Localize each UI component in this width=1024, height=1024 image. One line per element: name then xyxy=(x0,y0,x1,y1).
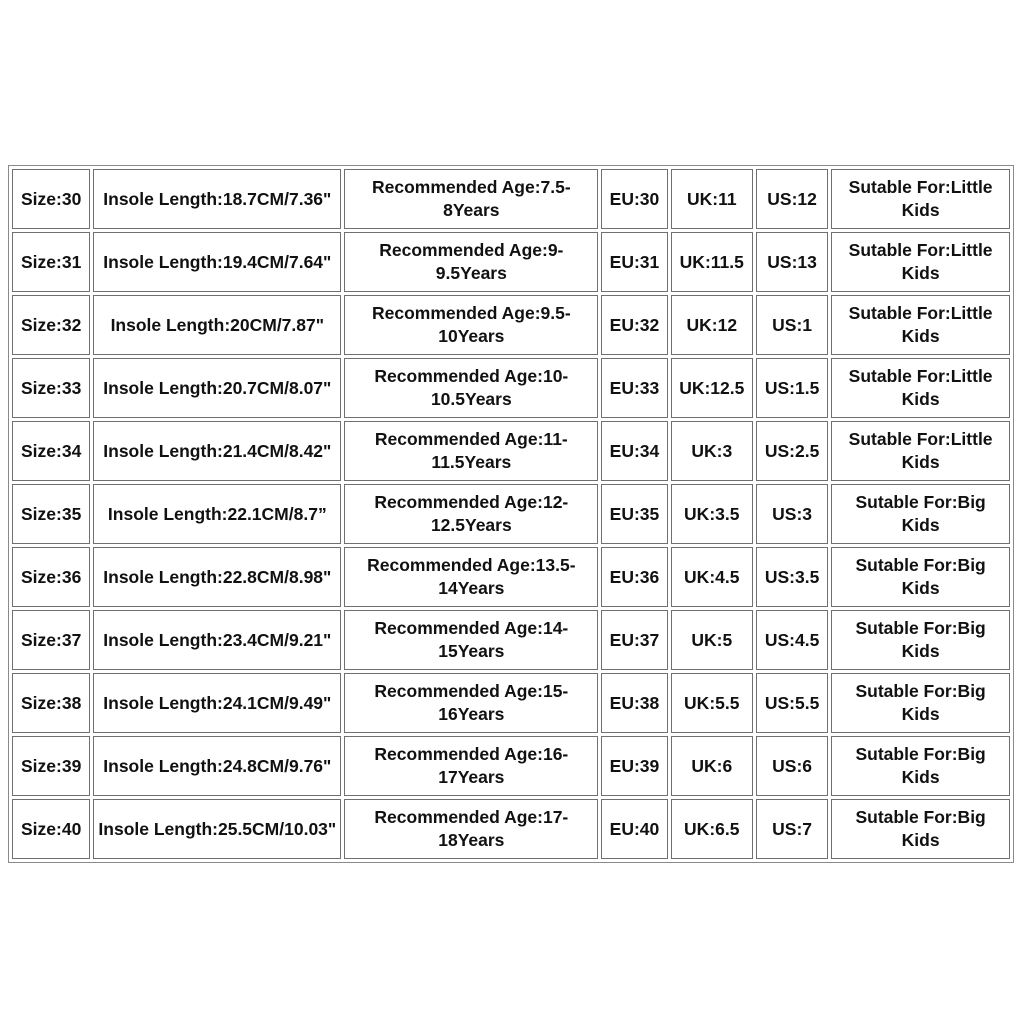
table-row xyxy=(12,295,1010,355)
eu-size-cell: EU:40 xyxy=(601,799,667,859)
table-row xyxy=(12,232,1010,292)
recommended-age-cell: Recommended Age:13.5-14Years xyxy=(344,547,598,607)
size-cell: Size:30 xyxy=(12,169,90,229)
recommended-age-cell: Recommended Age:9.5-10Years xyxy=(344,295,598,355)
insole-length-cell: Insole Length:24.8CM/9.76" xyxy=(93,736,341,796)
uk-size-cell: UK:6.5 xyxy=(671,799,753,859)
suitable-for-cell: Sutable For:Little Kids xyxy=(831,295,1010,355)
table-row xyxy=(12,358,1010,418)
table-row xyxy=(12,736,1010,796)
size-cell: Size:34 xyxy=(12,421,90,481)
eu-size-cell: EU:39 xyxy=(601,736,667,796)
suitable-for-cell: Sutable For:Little Kids xyxy=(831,421,1010,481)
recommended-age-cell: Recommended Age:14-15Years xyxy=(344,610,598,670)
recommended-age-cell: Recommended Age:11-11.5Years xyxy=(344,421,598,481)
uk-size-cell: UK:3.5 xyxy=(671,484,753,544)
insole-length-cell: Insole Length:19.4CM/7.64" xyxy=(93,232,341,292)
us-size-cell: US:7 xyxy=(756,799,828,859)
insole-length-cell: Insole Length:22.1CM/8.7” xyxy=(93,484,341,544)
us-size-cell: US:1.5 xyxy=(756,358,828,418)
us-size-cell: US:5.5 xyxy=(756,673,828,733)
size-cell: Size:37 xyxy=(12,610,90,670)
recommended-age-cell: Recommended Age:15-16Years xyxy=(344,673,598,733)
size-cell: Size:39 xyxy=(12,736,90,796)
us-size-cell: US:12 xyxy=(756,169,828,229)
size-cell: Size:35 xyxy=(12,484,90,544)
suitable-for-cell: Sutable For:Big Kids xyxy=(831,547,1010,607)
recommended-age-cell: Recommended Age:10-10.5Years xyxy=(344,358,598,418)
eu-size-cell: EU:36 xyxy=(601,547,667,607)
eu-size-cell: EU:37 xyxy=(601,610,667,670)
size-cell: Size:36 xyxy=(12,547,90,607)
suitable-for-cell: Sutable For:Big Kids xyxy=(831,736,1010,796)
size-cell: Size:40 xyxy=(12,799,90,859)
size-chart-body xyxy=(12,169,1010,859)
recommended-age-cell: Recommended Age:9-9.5Years xyxy=(344,232,598,292)
insole-length-cell: Insole Length:18.7CM/7.36" xyxy=(93,169,341,229)
uk-size-cell: UK:11 xyxy=(671,169,753,229)
table-row xyxy=(12,421,1010,481)
suitable-for-cell: Sutable For:Little Kids xyxy=(831,169,1010,229)
insole-length-cell: Insole Length:25.5CM/10.03" xyxy=(93,799,341,859)
suitable-for-cell: Sutable For:Big Kids xyxy=(831,610,1010,670)
eu-size-cell: EU:34 xyxy=(601,421,667,481)
eu-size-cell: EU:32 xyxy=(601,295,667,355)
eu-size-cell: EU:33 xyxy=(601,358,667,418)
uk-size-cell: UK:12 xyxy=(671,295,753,355)
table-row xyxy=(12,799,1010,859)
size-cell: Size:31 xyxy=(12,232,90,292)
us-size-cell: US:13 xyxy=(756,232,828,292)
recommended-age-cell: Recommended Age:12-12.5Years xyxy=(344,484,598,544)
size-cell: Size:33 xyxy=(12,358,90,418)
size-cell: Size:32 xyxy=(12,295,90,355)
size-chart-table xyxy=(8,165,1014,863)
eu-size-cell: EU:35 xyxy=(601,484,667,544)
eu-size-cell: EU:38 xyxy=(601,673,667,733)
suitable-for-cell: Sutable For:Big Kids xyxy=(831,484,1010,544)
uk-size-cell: UK:6 xyxy=(671,736,753,796)
uk-size-cell: UK:4.5 xyxy=(671,547,753,607)
us-size-cell: US:6 xyxy=(756,736,828,796)
eu-size-cell: EU:30 xyxy=(601,169,667,229)
insole-length-cell: Insole Length:22.8CM/8.98" xyxy=(93,547,341,607)
insole-length-cell: Insole Length:21.4CM/8.42" xyxy=(93,421,341,481)
table-row xyxy=(12,610,1010,670)
uk-size-cell: UK:12.5 xyxy=(671,358,753,418)
recommended-age-cell: Recommended Age:7.5-8Years xyxy=(344,169,598,229)
size-cell: Size:38 xyxy=(12,673,90,733)
uk-size-cell: UK:5 xyxy=(671,610,753,670)
table-row xyxy=(12,169,1010,229)
suitable-for-cell: Sutable For:Big Kids xyxy=(831,799,1010,859)
us-size-cell: US:2.5 xyxy=(756,421,828,481)
insole-length-cell: Insole Length:24.1CM/9.49" xyxy=(93,673,341,733)
insole-length-cell: Insole Length:23.4CM/9.21" xyxy=(93,610,341,670)
us-size-cell: US:3.5 xyxy=(756,547,828,607)
insole-length-cell: Insole Length:20.7CM/8.07" xyxy=(93,358,341,418)
suitable-for-cell: Sutable For:Little Kids xyxy=(831,232,1010,292)
suitable-for-cell: Sutable For:Little Kids xyxy=(831,358,1010,418)
recommended-age-cell: Recommended Age:17-18Years xyxy=(344,799,598,859)
suitable-for-cell: Sutable For:Big Kids xyxy=(831,673,1010,733)
recommended-age-cell: Recommended Age:16-17Years xyxy=(344,736,598,796)
uk-size-cell: UK:5.5 xyxy=(671,673,753,733)
us-size-cell: US:3 xyxy=(756,484,828,544)
insole-length-cell: Insole Length:20CM/7.87" xyxy=(93,295,341,355)
uk-size-cell: UK:3 xyxy=(671,421,753,481)
table-row xyxy=(12,547,1010,607)
eu-size-cell: EU:31 xyxy=(601,232,667,292)
us-size-cell: US:4.5 xyxy=(756,610,828,670)
uk-size-cell: UK:11.5 xyxy=(671,232,753,292)
us-size-cell: US:1 xyxy=(756,295,828,355)
table-row xyxy=(12,673,1010,733)
table-row xyxy=(12,484,1010,544)
